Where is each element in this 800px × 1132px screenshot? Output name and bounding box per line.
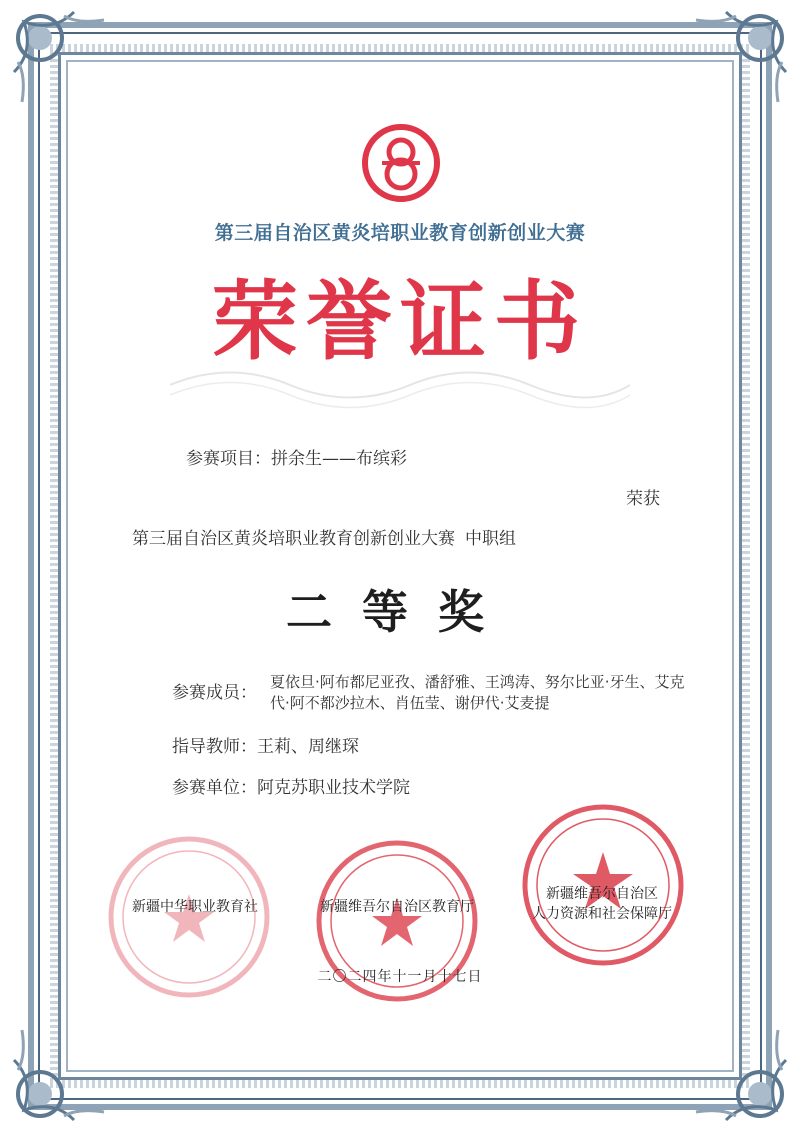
honor-text: 荣获 <box>626 489 660 509</box>
teacher-line <box>172 732 359 757</box>
award-group: 中职组 <box>465 529 516 549</box>
unit-line <box>172 773 410 798</box>
issuer-name: 新疆中华职业教育社 <box>132 899 258 915</box>
competition-title: 第三届自治区黄炎培职业教育创新创业大赛 <box>214 222 586 244</box>
issue-date: 二〇二四年十一月十七日 <box>317 969 483 985</box>
issuer-name-line: 人力资源和社会保障厅 <box>532 906 672 922</box>
issuer-name <box>532 884 672 924</box>
project-line <box>186 444 407 469</box>
prize-title: 二等奖 <box>286 585 514 639</box>
competition-logo-icon <box>360 122 442 204</box>
unit-label: 参赛单位： <box>172 778 257 798</box>
issuer-name: 新疆维吾尔自治区教育厅 <box>320 899 474 915</box>
award-competition-line <box>132 524 516 549</box>
award-competition-name: 第三届自治区黄炎培职业教育创新创业大赛 <box>132 529 455 549</box>
corner-ornament-icon <box>676 2 796 122</box>
issuer-name-line: 新疆维吾尔自治区 <box>546 886 658 902</box>
project-name: 拼余生——布缤彩 <box>271 449 407 469</box>
corner-ornament-icon <box>4 1010 124 1130</box>
certificate-title: 荣誉证书 <box>212 272 588 372</box>
corner-ornament-icon <box>4 2 124 122</box>
members-list: 夏依旦·阿布都尼亚孜、潘舒雅、王鸿涛、努尔比亚·牙生、艾克代·阿不都沙拉木、肖伍莹、谢伊代·艾麦提 <box>270 673 685 712</box>
watermark-ornament-icon <box>170 360 630 410</box>
unit-name: 阿克苏职业技术学院 <box>257 778 410 798</box>
teacher-label: 指导教师： <box>172 737 257 757</box>
members-label: 参赛成员： <box>172 683 257 703</box>
teacher-names: 王莉、周继琛 <box>257 737 359 757</box>
corner-ornament-icon <box>676 1010 796 1130</box>
project-label: 参赛项目： <box>186 449 271 469</box>
